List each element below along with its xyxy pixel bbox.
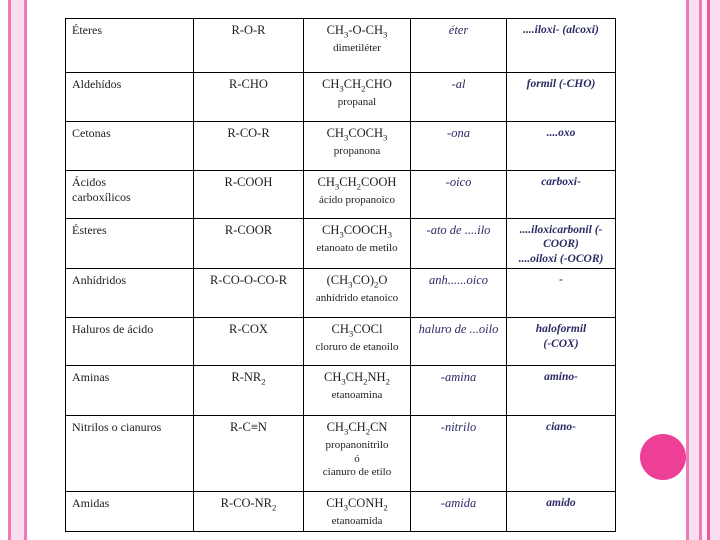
suffix-cell: -amida [411,492,507,531]
example-name: propanonitrilo ó cianuro de etilo [322,438,392,479]
general-formula-cell: R-CHO [194,73,304,122]
group-name-cell: Ácidos carboxílicos [66,171,194,219]
prefix-cell: ....iloxi- (alcoxi) [507,19,616,73]
example-cell [304,122,411,171]
example-name: etanoamina [331,388,383,401]
example-formula: $CH_3CONH_2$ [326,496,388,513]
example-cell [304,492,411,531]
general-formula-cell: R-O-R [194,19,304,73]
group-name-cell: Éteres [66,19,194,73]
suffix-cell: -oico [411,171,507,219]
left-stripe-decoration [8,0,27,540]
example-formula: $CH_3CH_2NH_2$ [324,370,390,387]
prefix-cell: ciano- [507,416,616,492]
example-formula: $(CH_3CO)_2O$ [326,273,388,290]
group-name-cell: Haluros de ácido [66,318,194,366]
prefix-cell: haloformil (-COX) [507,318,616,366]
prefix-cell: ....oxo [507,122,616,171]
prefix-cell: - [507,269,616,318]
example-name: anhídrido etanoico [315,291,399,304]
example-formula: $CH_3COCl$ [331,322,383,339]
decorative-circle [640,434,686,480]
prefix-cell: formil (-CHO) [507,73,616,122]
table-row [66,366,616,416]
table-row [66,122,616,171]
example-cell [304,171,411,219]
example-formula: $CH_3COOCH_3$ [322,223,392,240]
example-cell [304,366,411,416]
general-formula-cell: R-COOH [194,171,304,219]
group-name-cell: Aldehídos [66,73,194,122]
table-row [66,73,616,122]
example-formula: $CH_3CH_2CHO$ [322,77,392,94]
prefix-cell: carboxi- [507,171,616,219]
table-row [66,219,616,269]
suffix-cell: -amina [411,366,507,416]
example-cell [304,19,411,73]
group-name-cell: Anhídridos [66,269,194,318]
suffix-cell: anh......oico [411,269,507,318]
group-name-cell: Cetonas [66,122,194,171]
example-formula: $CH_3CH_2COOH$ [317,175,397,192]
general-formula-cell: R-C≡N [194,416,304,492]
general-formula-cell: R-CO-R [194,122,304,171]
example-name: propanal [337,95,377,108]
suffix-cell: -nitrilo [411,416,507,492]
group-name-cell: Nitrilos o cianuros [66,416,194,492]
group-name-cell: Aminas [66,366,194,416]
suffix-cell: -ona [411,122,507,171]
table-row [66,492,616,531]
example-name: etanoamida [331,514,383,527]
right-stripe-decoration [686,0,720,540]
example-cell [304,416,411,492]
example-name: dimetiléter [333,41,381,54]
example-name: etanoato de metilo [316,241,398,254]
table-row [66,171,616,219]
prefix-cell: amido [507,492,616,531]
suffix-cell: éter [411,19,507,73]
functional-groups-table-body [66,19,616,532]
prefix-cell: ....iloxicarbonil (-COOR) ....oiloxi (-OCOR) [507,219,616,269]
general-formula-cell: $R-CO-NR_2$ [194,492,304,531]
suffix-cell: -al [411,73,507,122]
table-row [66,318,616,366]
suffix-cell: haluro de ...oilo [411,318,507,366]
table-row [66,416,616,492]
functional-groups-table [65,18,616,532]
example-name: cloruro de etanoilo [315,340,399,353]
example-cell [304,269,411,318]
general-formula-cell: R-CO-O-CO-R [194,269,304,318]
example-cell [304,318,411,366]
example-formula: $CH_3-O-CH_3$ [326,23,388,40]
example-cell [304,73,411,122]
table-row [66,19,616,73]
table-row [66,269,616,318]
example-name: propanona [333,144,381,157]
general-formula-cell: R-COX [194,318,304,366]
group-name-cell: Amidas [66,492,194,531]
example-formula: $CH_3CH_2CN$ [326,420,388,437]
prefix-cell: amino- [507,366,616,416]
suffix-cell: -ato de ....ilo [411,219,507,269]
example-name: ácido propanoico [318,193,396,206]
general-formula-cell: R-COOR [194,219,304,269]
example-cell [304,219,411,269]
general-formula-cell: $R-NR_2$ [194,366,304,416]
example-formula: $CH_3COCH_3$ [326,126,388,143]
group-name-cell: Ésteres [66,219,194,269]
